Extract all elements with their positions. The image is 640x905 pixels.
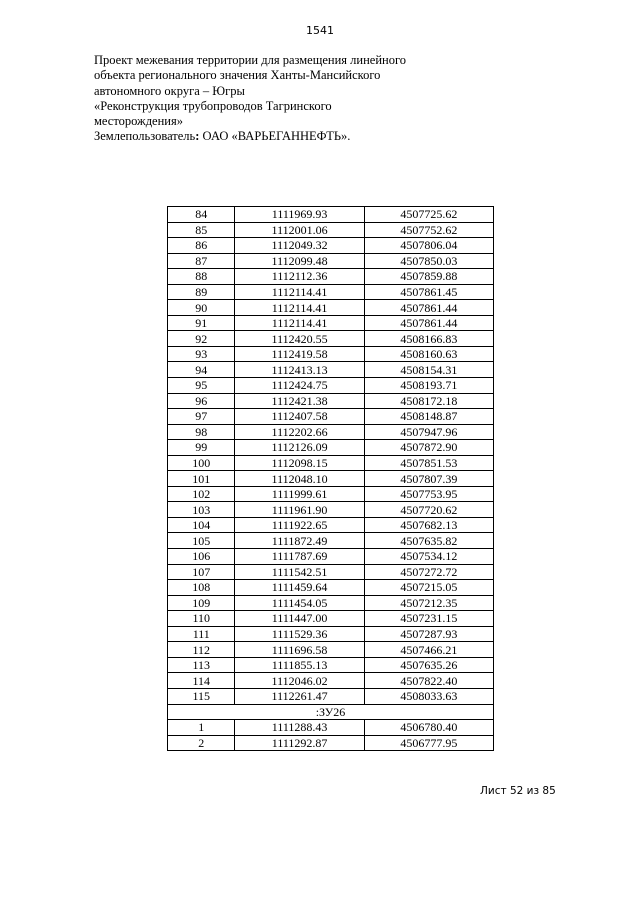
table-row — [168, 595, 494, 611]
x-coordinate-cell: 1112407.58 — [235, 409, 364, 425]
x-coordinate-cell: 1112419.58 — [235, 346, 364, 362]
x-coordinate-cell: 1111459.64 — [235, 580, 364, 596]
table-row — [168, 269, 494, 285]
coordinates-table-body — [168, 207, 494, 751]
point-number-cell: 84 — [168, 207, 235, 223]
x-coordinate-cell: 1112421.38 — [235, 393, 364, 409]
point-number-cell: 85 — [168, 222, 235, 238]
y-coordinate-cell: 4507682.13 — [364, 517, 493, 533]
table-row — [168, 440, 494, 456]
point-number-cell: 104 — [168, 517, 235, 533]
point-number-cell: 106 — [168, 549, 235, 565]
y-coordinate-cell: 4507725.62 — [364, 207, 493, 223]
x-coordinate-cell: 1112001.06 — [235, 222, 364, 238]
page-number: 1541 — [306, 24, 334, 37]
x-coordinate-cell: 1111855.13 — [235, 657, 364, 673]
x-coordinate-cell: 1112114.41 — [235, 315, 364, 331]
x-coordinate-cell: 1112420.55 — [235, 331, 364, 347]
y-coordinate-cell: 4507720.62 — [364, 502, 493, 518]
point-number-cell: 97 — [168, 409, 235, 425]
point-number-cell: 2 — [168, 735, 235, 751]
section-label: :ЗУ26 — [168, 704, 494, 720]
point-number-cell: 105 — [168, 533, 235, 549]
point-number-cell: 103 — [168, 502, 235, 518]
x-coordinate-cell: 1112261.47 — [235, 688, 364, 704]
header-line: месторождения» — [94, 114, 183, 129]
table-row — [168, 284, 494, 300]
y-coordinate-cell: 4507807.39 — [364, 471, 493, 487]
x-coordinate-cell: 1111454.05 — [235, 595, 364, 611]
header-line: «Реконструкция трубопроводов Тагринского — [94, 98, 332, 113]
y-coordinate-cell: 4508193.71 — [364, 378, 493, 394]
y-coordinate-cell: 4508033.63 — [364, 688, 493, 704]
coordinates-table — [167, 206, 494, 751]
x-coordinate-cell: 1111872.49 — [235, 533, 364, 549]
x-coordinate-cell: 1111969.93 — [235, 207, 364, 223]
table-row — [168, 346, 494, 362]
header-line: объекта регионального значения Ханты-Мансийского — [94, 68, 381, 83]
point-number-cell: 92 — [168, 331, 235, 347]
table-row — [168, 315, 494, 331]
table-row — [168, 642, 494, 658]
table-row — [168, 549, 494, 565]
table-row — [168, 471, 494, 487]
land-user-value: ОАО «ВАРЬЕГАННЕФТЬ». — [199, 129, 351, 144]
point-number-cell: 108 — [168, 580, 235, 596]
land-user-colon: : — [195, 129, 200, 144]
x-coordinate-cell: 1112049.32 — [235, 238, 364, 254]
y-coordinate-cell: 4507753.95 — [364, 486, 493, 502]
y-coordinate-cell: 4507466.21 — [364, 642, 493, 658]
y-coordinate-cell: 4508154.31 — [364, 362, 493, 378]
x-coordinate-cell: 1111961.90 — [235, 502, 364, 518]
point-number-cell: 109 — [168, 595, 235, 611]
land-user-label: Землепользователь — [94, 129, 196, 144]
point-number-cell: 110 — [168, 611, 235, 627]
point-number-cell: 114 — [168, 673, 235, 689]
table-row — [168, 673, 494, 689]
table-row — [168, 735, 494, 751]
table-row — [168, 222, 494, 238]
y-coordinate-cell: 4507861.44 — [364, 315, 493, 331]
y-coordinate-cell: 4507231.15 — [364, 611, 493, 627]
table-row — [168, 362, 494, 378]
x-coordinate-cell: 1111696.58 — [235, 642, 364, 658]
point-number-cell: 115 — [168, 688, 235, 704]
header-line: автономного округа – Югры — [94, 83, 245, 98]
point-number-cell: 95 — [168, 378, 235, 394]
point-number-cell: 94 — [168, 362, 235, 378]
point-number-cell: 102 — [168, 486, 235, 502]
point-number-cell: 101 — [168, 471, 235, 487]
header-line: Проект межевания территории для размещения линейного — [94, 53, 407, 67]
y-coordinate-cell: 4507287.93 — [364, 626, 493, 642]
y-coordinate-cell: 4506777.95 — [364, 735, 493, 751]
x-coordinate-cell: 1112202.66 — [235, 424, 364, 440]
y-coordinate-cell: 4508148.87 — [364, 409, 493, 425]
y-coordinate-cell: 4507851.53 — [364, 455, 493, 471]
point-number-cell: 93 — [168, 346, 235, 362]
point-number-cell: 1 — [168, 720, 235, 736]
land-user-line — [94, 129, 454, 144]
point-number-cell: 88 — [168, 269, 235, 285]
y-coordinate-cell: 4508160.63 — [364, 346, 493, 362]
table-row — [168, 424, 494, 440]
table-row — [168, 688, 494, 704]
point-number-cell: 113 — [168, 657, 235, 673]
y-coordinate-cell: 4508166.83 — [364, 331, 493, 347]
table-row — [168, 533, 494, 549]
y-coordinate-cell: 4507635.82 — [364, 533, 493, 549]
table-row — [168, 564, 494, 580]
point-number-cell: 100 — [168, 455, 235, 471]
table-row — [168, 611, 494, 627]
document-header — [94, 53, 454, 145]
point-number-cell: 96 — [168, 393, 235, 409]
x-coordinate-cell: 1111787.69 — [235, 549, 364, 565]
y-coordinate-cell: 4507212.35 — [364, 595, 493, 611]
y-coordinate-cell: 4507534.12 — [364, 549, 493, 565]
y-coordinate-cell: 4507806.04 — [364, 238, 493, 254]
point-number-cell: 89 — [168, 284, 235, 300]
y-coordinate-cell: 4507752.62 — [364, 222, 493, 238]
table-row — [168, 378, 494, 394]
point-number-cell: 111 — [168, 626, 235, 642]
table-row — [168, 393, 494, 409]
point-number-cell: 91 — [168, 315, 235, 331]
table-row — [168, 207, 494, 223]
point-number-cell: 98 — [168, 424, 235, 440]
y-coordinate-cell: 4507859.88 — [364, 269, 493, 285]
x-coordinate-cell: 1112098.15 — [235, 455, 364, 471]
x-coordinate-cell: 1112413.13 — [235, 362, 364, 378]
table-row — [168, 626, 494, 642]
y-coordinate-cell: 4507822.40 — [364, 673, 493, 689]
table-row — [168, 331, 494, 347]
table-row — [168, 300, 494, 316]
x-coordinate-cell: 1111447.00 — [235, 611, 364, 627]
table-row — [168, 238, 494, 254]
x-coordinate-cell: 1111529.36 — [235, 626, 364, 642]
point-number-cell: 99 — [168, 440, 235, 456]
sheet-counter: Лист 52 из 85 — [480, 785, 556, 797]
y-coordinate-cell: 4507215.05 — [364, 580, 493, 596]
x-coordinate-cell: 1112099.48 — [235, 253, 364, 269]
y-coordinate-cell: 4507850.03 — [364, 253, 493, 269]
x-coordinate-cell: 1111999.61 — [235, 486, 364, 502]
y-coordinate-cell: 4507872.90 — [364, 440, 493, 456]
x-coordinate-cell: 1111292.87 — [235, 735, 364, 751]
x-coordinate-cell: 1112114.41 — [235, 300, 364, 316]
section-header-row — [168, 704, 494, 720]
y-coordinate-cell: 4507635.26 — [364, 657, 493, 673]
x-coordinate-cell: 1112114.41 — [235, 284, 364, 300]
x-coordinate-cell: 1112046.02 — [235, 673, 364, 689]
point-number-cell: 87 — [168, 253, 235, 269]
table-row — [168, 517, 494, 533]
table-row — [168, 657, 494, 673]
x-coordinate-cell: 1112112.36 — [235, 269, 364, 285]
point-number-cell: 86 — [168, 238, 235, 254]
table-row — [168, 253, 494, 269]
x-coordinate-cell: 1112048.10 — [235, 471, 364, 487]
x-coordinate-cell: 1111922.65 — [235, 517, 364, 533]
y-coordinate-cell: 4507947.96 — [364, 424, 493, 440]
point-number-cell: 90 — [168, 300, 235, 316]
x-coordinate-cell: 1112424.75 — [235, 378, 364, 394]
y-coordinate-cell: 4507272.72 — [364, 564, 493, 580]
table-row — [168, 486, 494, 502]
table-row — [168, 409, 494, 425]
table-row — [168, 502, 494, 518]
table-row — [168, 720, 494, 736]
y-coordinate-cell: 4507861.44 — [364, 300, 493, 316]
point-number-cell: 112 — [168, 642, 235, 658]
y-coordinate-cell: 4508172.18 — [364, 393, 493, 409]
table-row — [168, 455, 494, 471]
table-row — [168, 580, 494, 596]
y-coordinate-cell: 4507861.45 — [364, 284, 493, 300]
x-coordinate-cell: 1111288.43 — [235, 720, 364, 736]
point-number-cell: 107 — [168, 564, 235, 580]
x-coordinate-cell: 1112126.09 — [235, 440, 364, 456]
y-coordinate-cell: 4506780.40 — [364, 720, 493, 736]
x-coordinate-cell: 1111542.51 — [235, 564, 364, 580]
